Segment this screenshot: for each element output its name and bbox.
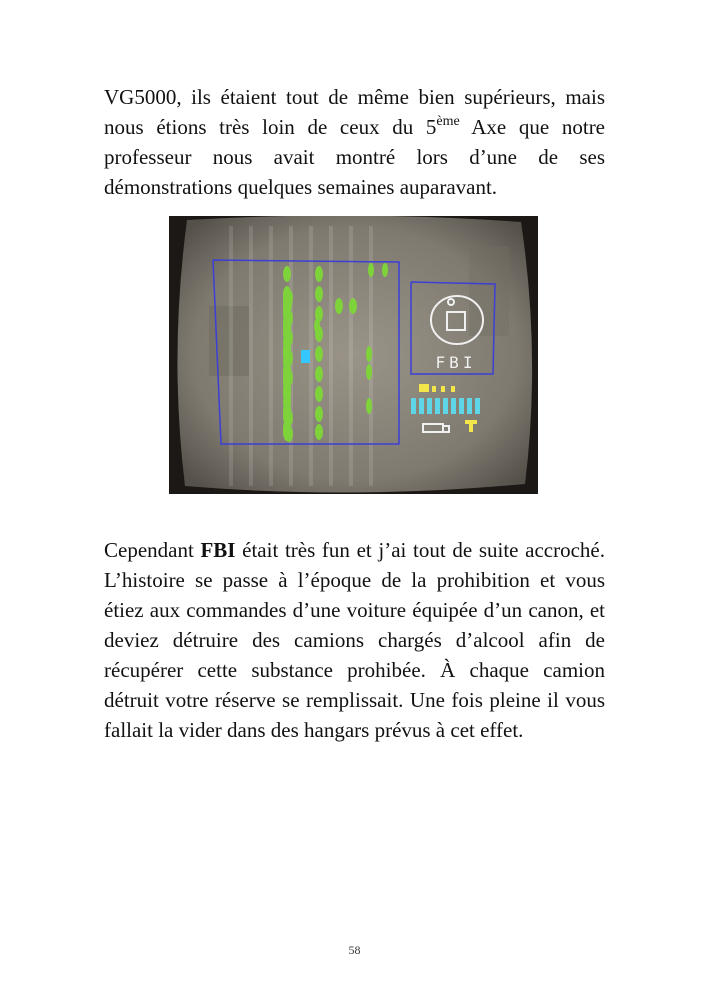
screen-title: FBI	[435, 353, 477, 372]
paragraph-fbi-text-b: était très fun et j’ai tout de suite accroché. L’histoire se passe à l’époque de la prohibition et vous étiez aux commandes d’une voiture équipée d’un canon, et deviez détruire des camions chargés d’alcool afin de récupérer cette substance prohibée. À chaque camion détruit votre réserve se remplissait. Une fois pleine il vous fallait la vider dans des hangars prévus à cet effet.	[104, 538, 605, 742]
crowd-icons	[411, 398, 480, 414]
paragraph-intro	[104, 82, 605, 202]
fbi-title-bold: FBI	[200, 538, 236, 562]
player-car	[301, 350, 310, 363]
tv-screen-photo	[169, 216, 538, 494]
superscript-eme: ème	[436, 114, 460, 129]
paragraph-fbi-text-a: Cependant	[104, 538, 201, 562]
paragraph-fbi	[104, 535, 605, 745]
paragraph-intro-text-b: Axe que notre professeur nous avait montré lors d’une de ses démonstrations quelques semaines auparavant.	[104, 115, 606, 199]
page-number: 58	[348, 943, 361, 957]
tv-screen-illustration	[169, 216, 538, 494]
paragraph-intro-text-a: VG5000, ils étaient tout de même bien supérieurs, mais nous étions très loin de ceux du 5	[104, 85, 605, 139]
